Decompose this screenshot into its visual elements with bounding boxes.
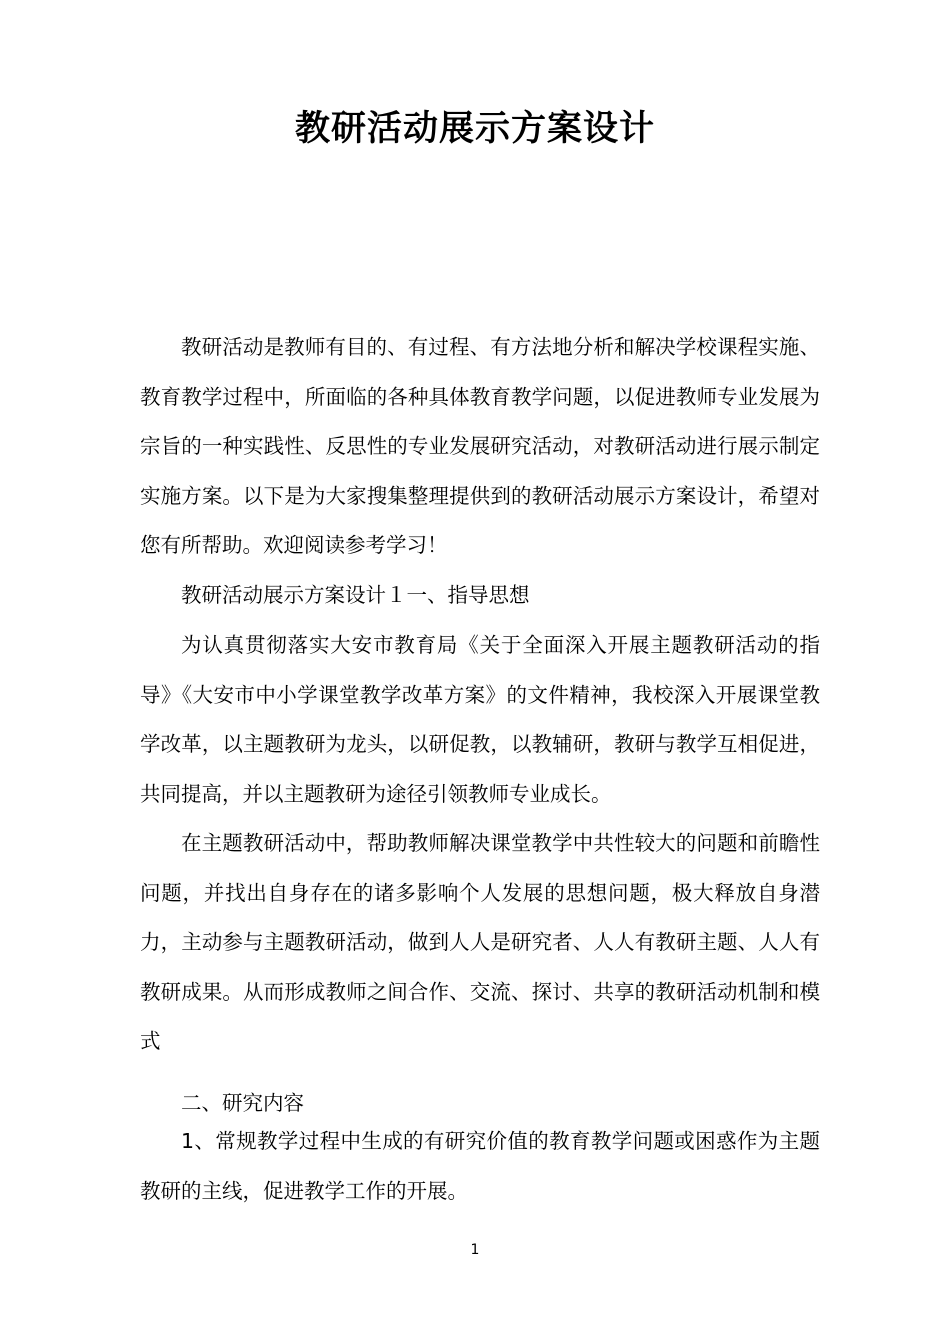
paragraph-intro: 教研活动是教师有目的、有过程、有方法地分析和解决学校课程实施、教育教学过程中，所面临的各种具体教育教学问题，以促进教师专业发展为宗旨的一种实践性、反思性的专业发展研究活动，对教研活动进行展示制定实施方案。以下是为大家搜集整理提供到的教研活动展示方案设计，希望对您有所帮助。欢迎阅读参考学习！ xyxy=(140,335,820,557)
paragraph-research-item-1: 1、常规教学过程中生成的有研究价值的教育教学问题或困惑作为主题教研的主线，促进教学工作的开展。 xyxy=(140,1129,820,1203)
paragraph-teaching-research: 在主题教研活动中，帮助教师解决课堂教学中共性较大的问题和前瞻性问题，并找出自身存在的诸多影响个人发展的思想问题，极大释放自身潜力，主动参与主题教研活动，做到人人是研究者、人人有教研主题、人人有教研成果。从而形成教师之间合作、交流、探讨、共享的教研活动机制和模式 xyxy=(140,831,820,1053)
paragraph-section-heading-1: 教研活动展示方案设计１一、指导思想 xyxy=(181,583,530,607)
page-number: 1 xyxy=(470,1242,480,1258)
paragraph-section-heading-2: 二、研究内容 xyxy=(181,1091,304,1115)
document-title: 教研活动展示方案设计 xyxy=(294,109,655,149)
paragraph-guiding-thought: 为认真贯彻落实大安市教育局《关于全面深入开展主题教研活动的指导》《大安市中小学课堂教学改革方案》的文件精神，我校深入开展课堂教学改革，以主题教研为龙头，以研促教，以教辅研，教研与教学互相促进，共同提高，并以主题教研为途径引领教师专业成长。 xyxy=(140,633,820,806)
